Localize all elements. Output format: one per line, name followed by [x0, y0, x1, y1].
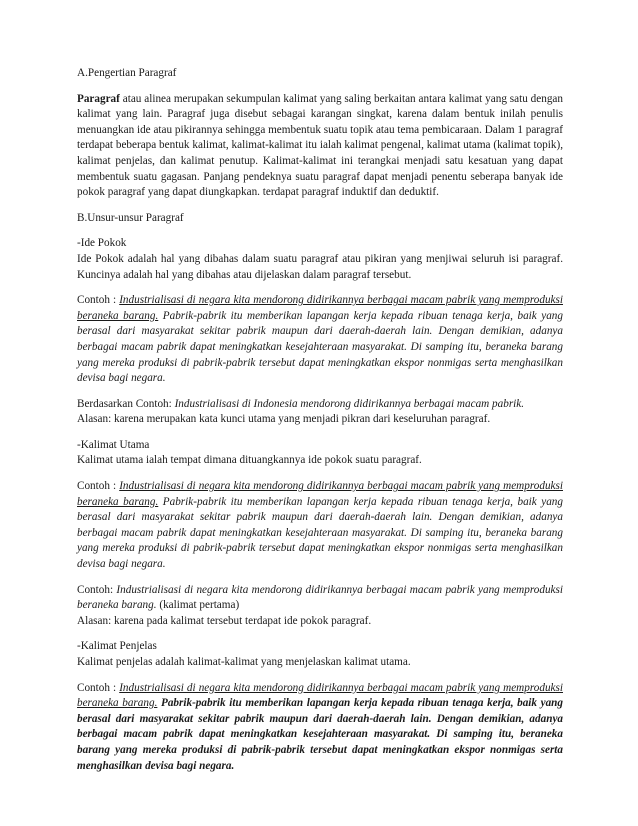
ide-pokok-heading: -Ide Pokok: [77, 237, 127, 250]
example-main-sentence: Industrialisasi di negara kita mendorong didirikannya berbagai macam pabrik yang memproduksi beraneka barang.: [77, 480, 563, 508]
kalimat-penjelas-body: Kalimat penjelas adalah kalimat-kalimat yang menjelaskan kalimat utama.: [77, 656, 411, 668]
example-main-sentence: Industrialisasi di negara kita mendorong didirikannya berbagai macam pabrik yang memproduksi beraneka barang.: [77, 681, 563, 710]
example-2-text: Industrialisasi di negara kita mendorong didirikannya berbagai macam pabrik yang memproduksi beraneka barang.: [77, 583, 563, 612]
example-main-sentence: Industrialisasi di negara kita mendorong didirikannya berbagai macam pabrik yang memproduksi beraneka barang.: [77, 294, 563, 322]
example-2-note: (kalimat pertama): [156, 599, 240, 612]
document-page: [77, 66, 563, 774]
section-a-paragraph: [77, 92, 563, 201]
conclusion-label: Berdasarkan Contoh:: [77, 397, 175, 410]
paragraf-term: Paragraf: [77, 92, 120, 105]
kalimat-utama-heading: -Kalimat Utama: [77, 438, 150, 451]
example-label: Contoh :: [77, 681, 120, 694]
ide-pokok-reason: Alasan: karena merupakan kata kunci utama yang menjadi pikran dari keseluruhan paragraf.: [77, 413, 491, 426]
kalimat-utama-example: [77, 479, 563, 573]
example-label: Contoh :: [77, 294, 120, 307]
section-a-title: A.Pengertian Paragraf: [77, 67, 177, 79]
section-b-title: B.Unsur-unsur Paragraf: [77, 211, 184, 224]
conclusion-text: Industrialisasi di Indonesia mendorong didirikannya berbagai macam pabrik.: [174, 397, 525, 410]
kalimat-penjelas-heading: -Kalimat Penjelas: [77, 640, 157, 653]
example-label: Contoh :: [77, 480, 120, 493]
ide-pokok-conclusion: [77, 397, 563, 413]
example-2-label: Contoh:: [77, 583, 117, 596]
ide-pokok-body: Ide Pokok adalah hal yang dibahas dalam suatu paragraf atau pikiran yang menjiwai seluruh isi paragraf. Kuncinya adalah hal yang dibahas atau dijelaskan dalam paragraf tersebut.: [77, 252, 563, 281]
example-explanatory-sentences: Pabrik-pabrik itu memberikan lapangan kerja kepada ribuan tenaga kerja, baik yang berasal dari masyarakat sekitar pabrik maupun dari daerah-daerah lain. Dengan demikian, adanya berbagai macam pabrik dapat meningkatkan kesejahteraan masyarakat. Di samping itu, beraneka barang yang mereka produksi di pabrik-pabrik tersebut dapat meningkatkan ekspor nonmigas serta menghasilkan devisa bagi negara.: [77, 697, 564, 772]
kalimat-penjelas-example: [77, 681, 563, 775]
paragraf-definition: atau alinea merupakan sekumpulan kalimat yang saling berkaitan antara kalimat yang satu dengan kalimat yang lain. Paragraf juga disebut sebagai karangan singkat, karena dalam bentuk inilah penulis menuangkan ide atau pikirannya sehingga membentuk suatu topik atau tema pembicaraan. Dalam 1 paragraf terdapat beberapa bentuk kalimat, kalimat-kalimat itu ialah kalimat pengenal, kalimat utama (kalimat topik), kalimat penjelas, dan kalimat penutup. Kalimat-kalimat ini terangkai menjadi satu kesatuan yang dapat membentuk suatu gagasan. Panjang pendeknya suatu paragraf dapat menjadi penentu seberapa banyak ide pokok paragraf yang dapat diungkapkan. terdapat paragraf induktif dan deduktif.: [77, 92, 563, 199]
example-rest: Pabrik-pabrik itu memberikan lapangan kerja kepada ribuan tenaga kerja, baik yang berasal dari masyarakat sekitar pabrik maupun dari daerah-daerah lain. Dengan demikian, adanya berbagai macam pabrik dapat meningkatkan kesejahteraan masyarakat. Di samping itu, beraneka barang yang mereka produksi di pabrik-pabrik tersebut dapat meningkatkan ekspor nonmigas serta menghasilkan devisa bagi negara.: [77, 495, 563, 571]
kalimat-utama-reason: Alasan: karena pada kalimat tersebut terdapat ide pokok paragraf.: [77, 614, 372, 627]
kalimat-utama-body: Kalimat utama ialah tempat dimana dituangkannya ide pokok suatu paragraf.: [77, 454, 422, 467]
ide-pokok-example: [77, 293, 563, 387]
kalimat-utama-example-2: [77, 583, 563, 614]
example-rest: Pabrik-pabrik itu memberikan lapangan kerja kepada ribuan tenaga kerja, baik yang berasal dari masyarakat sekitar pabrik maupun dari daerah-daerah lain. Dengan demikian, adanya berbagai macam pabrik dapat meningkatkan kesejahteraan masyarakat. Di samping itu, beraneka barang yang mereka produksi di pabrik-pabrik tersebut dapat meningkatkan ekspor nonmigas serta menghasilkan devisa bagi negara.: [77, 309, 563, 385]
